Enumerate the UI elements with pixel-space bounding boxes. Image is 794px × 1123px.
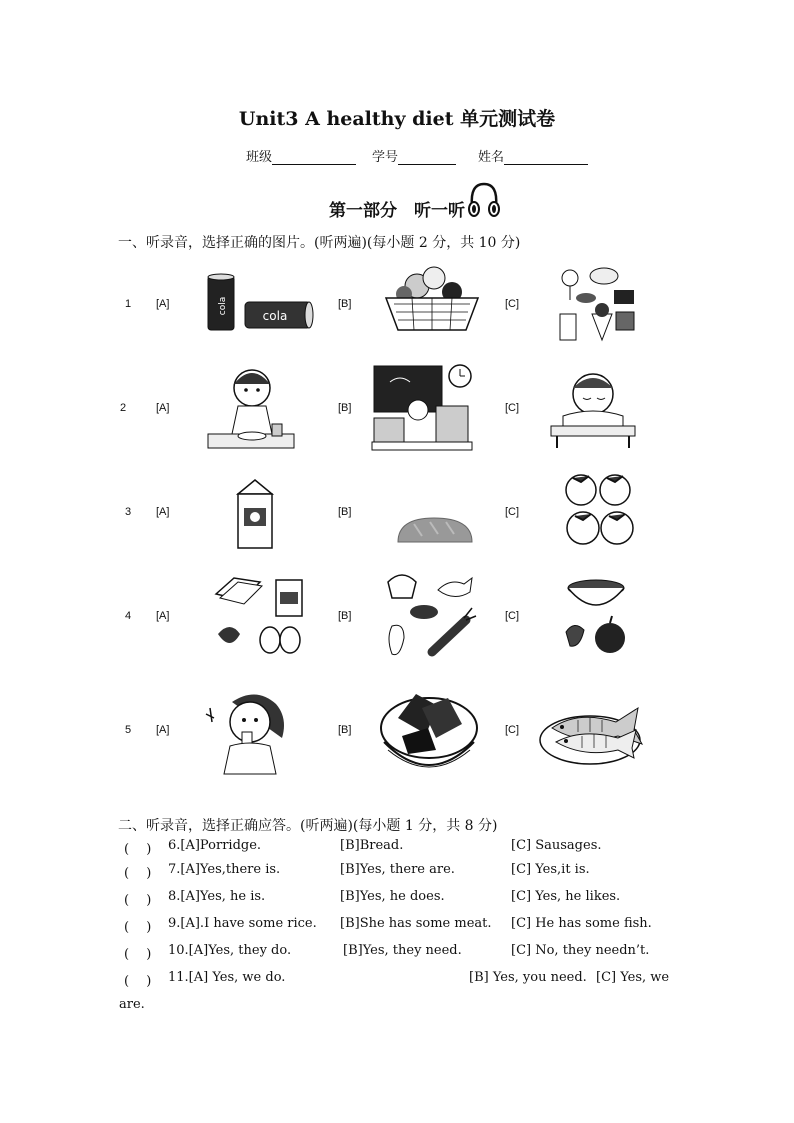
option-c-label: [C] [505,298,520,310]
milk-carton-picture [234,478,276,550]
section-one-title: 一、听录音，选择正确的图片。(听两遍)(每小题 2 分，共 10 分) [118,235,521,251]
option-b: [B]Bread. [340,838,404,853]
option-b-label: [B] [338,724,352,736]
number-label: 学号 [372,150,399,165]
boy-sleeping-picture [549,368,637,450]
option-c-continued: are. [119,997,145,1012]
class-label: 班级 [246,150,273,165]
question-number: 5 [125,724,132,736]
plate-of-fish-picture [538,700,648,766]
question-number: 3 [125,506,132,518]
option-c: [C] Yes, we [596,970,670,985]
question-number: 1 [125,298,132,310]
girl-eating-picture [206,362,298,450]
noodles-fruit-picture [560,574,632,658]
headphones-icon [466,180,502,220]
option-b: [B]Yes, he does. [340,889,445,904]
option-c: [C] He has some fish. [511,916,652,931]
question-number: 2 [120,402,127,414]
option-a-label: [A] [156,402,170,414]
vegetable-basket-picture [382,264,482,336]
option-a-label: [A] [156,506,170,518]
option-b-label: [B] [338,506,352,518]
number-blank [398,164,456,165]
option-c-label: [C] [505,724,520,736]
breakfast-foods-picture [212,568,308,660]
option-a-label: [A] [156,298,170,310]
option-b: [B]Yes, they need. [343,943,462,958]
answer-bracket[interactable]: ( ) [124,893,152,908]
girl-studying-picture [370,362,474,452]
option-c-label: [C] [505,506,520,518]
name-field [478,146,588,165]
answer-bracket[interactable]: ( ) [124,866,152,881]
option-b-label: [B] [338,402,352,414]
option-c: [C] Yes,it is. [511,862,590,877]
answer-bracket[interactable]: ( ) [124,920,152,935]
question-number: 4 [125,610,132,622]
answer-bracket[interactable]: ( ) [124,842,152,857]
option-b-label: [B] [338,298,352,310]
option-a: 11.[A] Yes, we do. [168,970,286,985]
option-a: 9.[A].I have some rice. [168,916,317,931]
bowl-of-meat-picture [378,688,480,778]
option-b: [B]Yes, there are. [340,862,455,877]
name-blank [504,164,588,165]
answer-bracket[interactable]: ( ) [124,974,152,989]
option-a: 10.[A]Yes, they do. [168,943,292,958]
option-c-label: [C] [505,610,520,622]
option-a: 7.[A]Yes,there is. [168,862,281,877]
option-a-label: [A] [156,724,170,736]
option-a: 8.[A]Yes, he is. [168,889,266,904]
sweets-snacks-picture [556,264,642,344]
bread-loaf-picture [394,512,476,552]
option-a: 6.[A]Porridge. [168,838,262,853]
rice-fish-meat-picture [384,568,480,660]
answer-bracket[interactable]: ( ) [124,947,152,962]
option-b: [B]She has some meat. [340,916,492,931]
part-one-title: 第一部分 听一听 [329,201,465,221]
option-c-label: [C] [505,402,520,414]
option-b: [B] Yes, you need. [469,970,587,985]
option-b-label: [B] [338,610,352,622]
option-c: [C] No, they needn’t. [511,943,650,958]
tomatoes-picture [563,470,639,548]
option-c: [C] Yes, he likes. [511,889,621,904]
svg-text:cola: cola [262,309,288,323]
option-c: [C] Sausages. [511,838,602,853]
svg-text:cola: cola [218,296,228,316]
girl-drinking-picture [202,688,294,776]
option-a-label: [A] [156,610,170,622]
name-label: 姓名 [478,150,505,165]
class-field [246,146,356,165]
section-two-title: 二、听录音，选择正确应答。(听两遍)(每小题 1 分，共 8 分) [118,818,498,834]
cola-cans-picture [205,272,317,334]
number-field [372,146,456,165]
class-blank [272,164,356,165]
page-title: Unit3 A healthy diet 单元测试卷 [238,108,556,130]
